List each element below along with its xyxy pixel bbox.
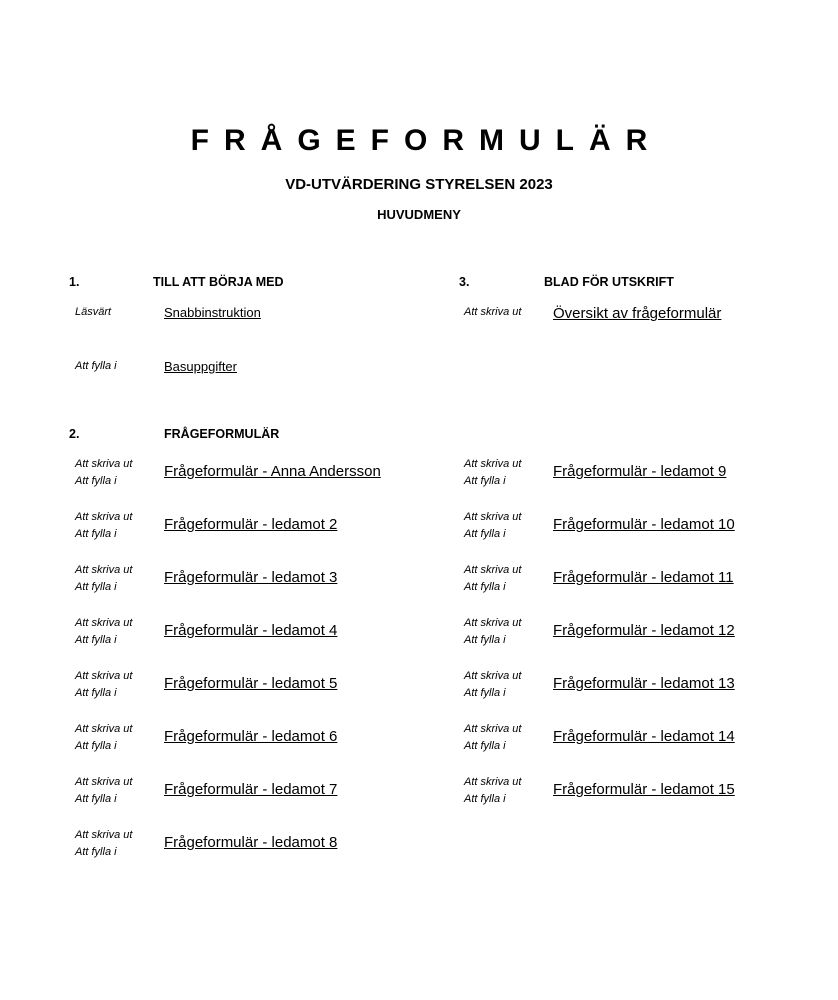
form-tags — [464, 456, 521, 490]
tag-att-fylla-i: Att fylla i — [464, 528, 506, 540]
form-tags — [75, 721, 132, 755]
tag-att-fylla-i: Att fylla i — [75, 528, 117, 540]
tag-att-fylla-i: Att fylla i — [75, 360, 117, 372]
tag-att-skriva-ut: Att skriva ut — [75, 617, 133, 629]
tag-att-skriva-ut: Att skriva ut — [464, 723, 522, 735]
form-tags — [464, 721, 521, 755]
form-tags — [75, 827, 132, 861]
tag-att-skriva-ut: Att skriva ut — [464, 306, 522, 318]
tag-att-skriva-ut: Att skriva ut — [464, 670, 522, 682]
tag-att-skriva-ut: Att skriva ut — [464, 617, 522, 629]
form-link-left-4[interactable]: Frågeformulär - ledamot 4 — [164, 622, 338, 639]
tag-att-skriva-ut: Att skriva ut — [75, 776, 133, 788]
tag-att-fylla-i: Att fylla i — [75, 581, 117, 593]
form-tags — [464, 774, 521, 808]
tag-att-fylla-i: Att fylla i — [464, 581, 506, 593]
form-tags — [75, 562, 132, 596]
tag-att-skriva-ut: Att skriva ut — [75, 458, 133, 470]
tag-att-fylla-i: Att fylla i — [75, 634, 117, 646]
section-2-title: FRÅGEFORMULÄR — [164, 427, 280, 441]
form-link-right-3[interactable]: Frågeformulär - ledamot 11 — [553, 569, 734, 586]
form-tags — [75, 615, 132, 649]
tag-att-fylla-i: Att fylla i — [75, 475, 117, 487]
form-tags — [75, 509, 132, 543]
tag-att-skriva-ut: Att skriva ut — [464, 776, 522, 788]
form-link-left-2[interactable]: Frågeformulär - ledamot 2 — [164, 516, 338, 533]
tag-att-fylla-i: Att fylla i — [464, 475, 506, 487]
tag-att-fylla-i: Att fylla i — [75, 687, 117, 699]
section-1-number: 1. — [69, 275, 80, 289]
tag-att-skriva-ut: Att skriva ut — [75, 511, 133, 523]
tag-att-skriva-ut: Att skriva ut — [464, 458, 522, 470]
menu-heading: HUVUDMENY — [377, 207, 461, 222]
tag-att-fylla-i: Att fylla i — [464, 740, 506, 752]
tag-att-fylla-i: Att fylla i — [464, 793, 506, 805]
form-link-left-6[interactable]: Frågeformulär - ledamot 6 — [164, 728, 338, 745]
form-tags — [75, 774, 132, 808]
section-3-number: 3. — [459, 275, 470, 289]
form-tags — [464, 615, 521, 649]
tag-att-skriva-ut: Att skriva ut — [75, 564, 133, 576]
form-link-right-2[interactable]: Frågeformulär - ledamot 10 — [553, 516, 735, 533]
form-link-left-7[interactable]: Frågeformulär - ledamot 7 — [164, 781, 338, 798]
page-title: FRÅGEFORMULÄR — [190, 124, 663, 157]
tag-att-fylla-i: Att fylla i — [75, 846, 117, 858]
page-subtitle: VD-UTVÄRDERING STYRELSEN 2023 — [285, 176, 553, 193]
form-tags — [464, 562, 521, 596]
tag-att-skriva-ut: Att skriva ut — [75, 723, 133, 735]
form-tags — [464, 509, 521, 543]
form-link-left-8[interactable]: Frågeformulär - ledamot 8 — [164, 834, 338, 851]
form-link-right-6[interactable]: Frågeformulär - ledamot 14 — [553, 728, 735, 745]
link-snabbinstruktion[interactable]: Snabbinstruktion — [164, 305, 261, 320]
form-tags — [75, 456, 132, 490]
tag-att-fylla-i: Att fylla i — [464, 687, 506, 699]
section-2-number: 2. — [69, 427, 80, 441]
form-link-left-5[interactable]: Frågeformulär - ledamot 5 — [164, 675, 338, 692]
link-basuppgifter[interactable]: Basuppgifter — [164, 359, 237, 374]
form-link-right-1[interactable]: Frågeformulär - ledamot 9 — [553, 463, 727, 480]
form-tags — [75, 668, 132, 702]
form-link-right-4[interactable]: Frågeformulär - ledamot 12 — [553, 622, 735, 639]
tag-att-skriva-ut: Att skriva ut — [75, 829, 133, 841]
tag-att-skriva-ut: Att skriva ut — [75, 670, 133, 682]
section-1-title: TILL ATT BÖRJA MED — [153, 275, 284, 289]
tag-att-fylla-i: Att fylla i — [464, 634, 506, 646]
tag-att-skriva-ut: Att skriva ut — [464, 564, 522, 576]
form-link-left-1[interactable]: Frågeformulär - Anna Andersson — [164, 463, 381, 480]
link-oversikt[interactable]: Översikt av frågeformulär — [553, 305, 722, 322]
tag-att-fylla-i: Att fylla i — [75, 793, 117, 805]
section-3-title: BLAD FÖR UTSKRIFT — [544, 275, 674, 289]
form-link-right-5[interactable]: Frågeformulär - ledamot 13 — [553, 675, 735, 692]
form-link-left-3[interactable]: Frågeformulär - ledamot 3 — [164, 569, 338, 586]
tag-att-skriva-ut: Att skriva ut — [464, 511, 522, 523]
tag-att-fylla-i: Att fylla i — [75, 740, 117, 752]
form-tags — [464, 668, 521, 702]
tag-lasvart: Läsvärt — [75, 306, 112, 318]
form-link-right-7[interactable]: Frågeformulär - ledamot 15 — [553, 781, 735, 798]
